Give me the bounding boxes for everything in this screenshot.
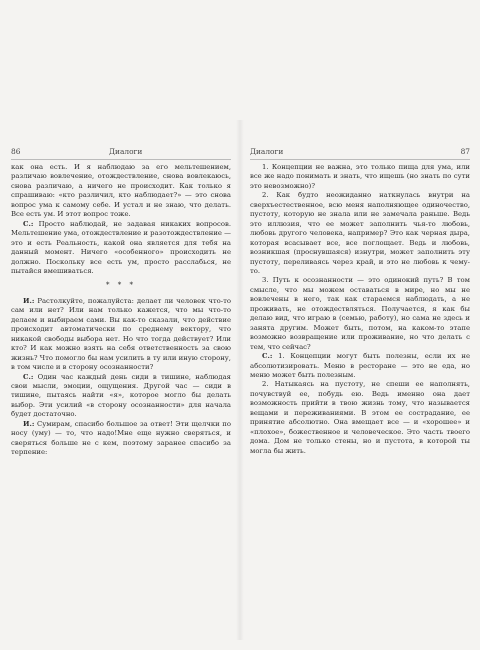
speaker-label: С.: bbox=[23, 219, 34, 228]
left-page-header bbox=[11, 147, 231, 160]
paragraph: С.: 1. Концепции могут быть полезны, если их не абсолютизировать. Меню в ресторане — это не еда, но меню может быть полезным. bbox=[250, 352, 470, 379]
paragraph: 3. Путь к осознанности — это одинокий путь? В том смысле, что мы можем оставаться в мире, но мы не вовлечены в него, так как стараемся наблюдать, а не проживать, не отождествляться. Получается, я как бы делаю вид, что играю в (семью, работу), но сама не здесь и занята другим. Может быть, потом, на каком-то этапе возможно возвращение или проживание, но что делать с тем, что сейчас? bbox=[250, 276, 470, 351]
left-page bbox=[11, 147, 231, 458]
paragraph: И.: Растолкуйте, пожалуйста: делает ли человек что-то сам или нет? Или нам только кажется, что мы что-то делаем и выбираем сами. Вы как-то сказали, что действие происходит автоматически по среднему вектору, что никакой свободы выбора нет. Но что тогда действует? Или кто? И как можно взять на себя ответственность за свою жизнь? Что помогло бы нам усилить в ту или иную сторону, в том числе и в сторону осознанности? bbox=[11, 296, 231, 372]
section-separator: * * * bbox=[106, 281, 136, 290]
speaker-label: С.: bbox=[23, 372, 34, 381]
paragraph: как она есть. И я наблюдаю за его мельтешением, различаю вовлечение, отождествление, снова вовлекаюсь, снова различаю, а ничего не происходит. Как только я спрашиваю: «кто различил, кто наблюдает?» — это снова вопрос ума к самому себе. И устал и не знаю, что делать. Все есть ум. И этот вопрос тоже. bbox=[11, 163, 231, 219]
paragraph: 2. Как будто неожиданно наткнулась внутри на сверхъестественное, всю меня наполняющее одиночество, пустоту, которую не знала или не замечала раньше. Ведь это иллюзия, что ее может заполнить чья-то любовь, любовь другого человека, например? Это как черная дыра, которая всасывает все, все поглощает. Ведь и любовь, возникшая (проснувшаяся) изнутри, может заполнить эту пустоту, переливаясь через край, и это не любовь к чему-то. bbox=[250, 191, 470, 275]
paragraph: И.: Сумирам, спасибо большое за ответ! Эти щелчки по носу (уму) — то, что надо!Мне еще нужно сверяться, и сверяться больше не с кем, поэтому заранее спасибо за терпение: bbox=[11, 419, 231, 457]
running-head-left: Диалоги bbox=[109, 147, 143, 156]
running-head-right: Диалоги bbox=[250, 147, 284, 156]
page-number-right: 87 bbox=[460, 147, 470, 156]
speaker-label: И.: bbox=[23, 296, 35, 305]
speaker-label: И.: bbox=[23, 419, 35, 428]
right-page-header bbox=[250, 147, 470, 160]
page-number-left: 86 bbox=[11, 147, 21, 156]
speaker-label: С.: bbox=[262, 352, 273, 361]
paragraph: С.: Один час каждый день сиди в тишине, наблюдая свои мысли, эмоции, ощущения. Другой час — сиди в тишине, пытаясь найти «я», которое могло бы делать выбор. Эти усилий «в сторону осознанности» для начала будет достаточно. bbox=[11, 372, 231, 419]
paragraph: С.: Просто наблюдай, не задавая никаких вопросов. Мельтешение ума, отождествление и разотождествление — это и есть Реальность, какой она является для тебя на данный момент. Ничего «особенного» происходить не должно. Поскольку все есть ум, просто расслабься, не пытайся вмешиваться. bbox=[11, 219, 231, 275]
right-page bbox=[250, 147, 470, 456]
paragraph: 2. Натыкаясь на пустоту, не спеши ее наполнять, почувствуй ее, побудь ею. Ведь именно она дает возможность прийти в твою жизнь тому, что называется вещами и переживаниями. В этом ее сострадание, ее принятие абсолютно. Она вмещает все — и «хорошее» и «плохое», божественное и человеческое. Это часть твоего дома. Дом не только стены, но и пустота, в которой ты могла бы жить. bbox=[250, 380, 470, 455]
book-gutter bbox=[236, 120, 244, 640]
paragraph: 1. Концепции не важна, это только пища для ума, или все же надо понимать и знать, что ищешь (но знать по сути это невозможно)? bbox=[250, 163, 470, 190]
right-page-text bbox=[250, 163, 470, 456]
left-page-text bbox=[11, 163, 231, 458]
